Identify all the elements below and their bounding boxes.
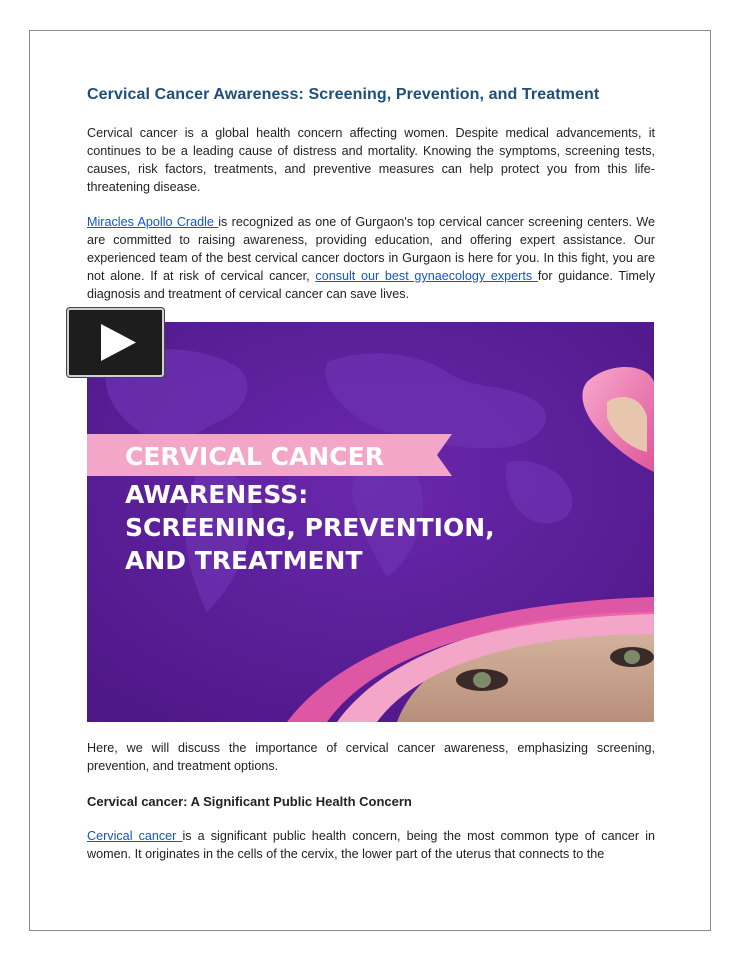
section-heading: Cervical cancer: A Significant Public Health Concern <box>87 794 412 809</box>
cervical-cancer-link[interactable]: Cervical cancer <box>87 829 183 843</box>
banner-line-3: SCREENING, PREVENTION, <box>125 513 495 542</box>
document-title: Cervical Cancer Awareness: Screening, Prevention, and Treatment <box>87 86 600 103</box>
intro-paragraph: Cervical cancer is a global health concern affecting women. Despite medical advancements, it continues to be a leading cause of distress and mortality. Knowing the symptoms, screening tests, causes, risk factors, treatments, and preventive measures can help protect you from this life-threatening disease. <box>87 126 655 194</box>
discussion-paragraph: Here, we will discuss the importance of cervical cancer awareness, emphasizing screening, prevention, and treatment options. <box>87 741 655 773</box>
concern-text: is a significant public health concern, being the most common type of cancer in women. It originates in the cells of the cervix, the lower part of the uterus that connects to the <box>87 829 655 861</box>
video-play-button[interactable] <box>67 308 164 377</box>
experts-link[interactable]: consult our best gynaecology experts <box>315 269 538 283</box>
banner-line-4: AND TREATMENT <box>125 546 363 575</box>
awareness-banner-image <box>87 322 654 722</box>
concern-paragraph <box>87 827 655 863</box>
play-icon <box>99 324 136 361</box>
clinic-link[interactable]: Miracles Apollo Cradle <box>87 215 219 229</box>
banner-line-1: CERVICAL CANCER <box>125 442 384 471</box>
banner-line-2: AWARENESS: <box>125 480 309 509</box>
clinic-text: is recognized as one of Gurgaon's top cervical cancer screening centers. We are committed to raising awareness, providing education, and offering expert assistance. Our experienced team of the best cervical cancer doctors in Gurgaon is here for you. In this fight, you are not alone. If at risk of cervical cancer, <box>87 215 655 283</box>
guidance-text: for guidance. Timely diagnosis and treatment of cervical cancer can save lives. <box>87 269 655 301</box>
clinic-paragraph <box>87 213 655 303</box>
